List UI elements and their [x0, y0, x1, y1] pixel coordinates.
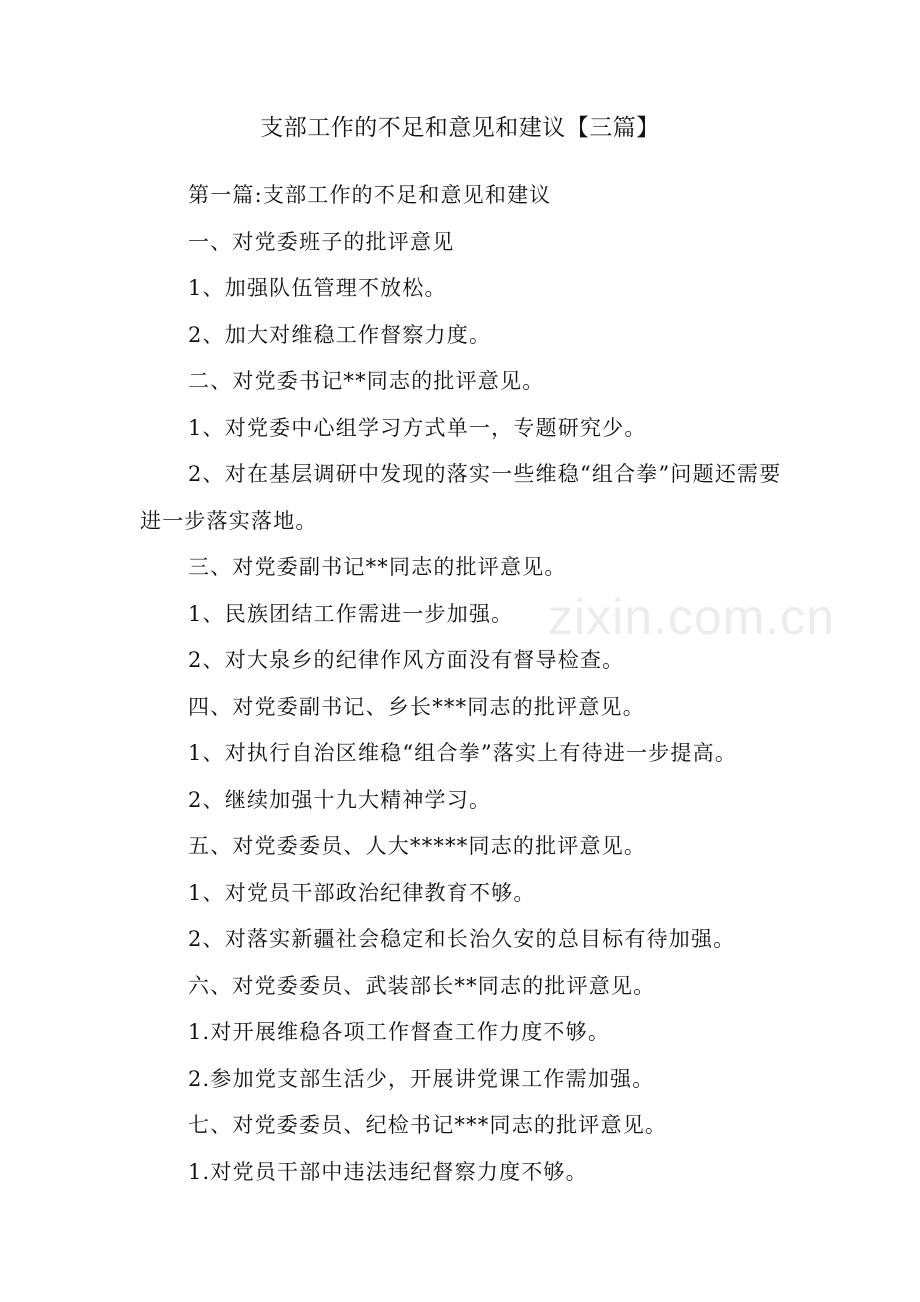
- document-title: 支部工作的不足和意见和建议【三篇】: [260, 115, 660, 141]
- watermark: zixin.com.cn: [548, 589, 836, 645]
- paragraph-item: 1.对党员干部中违法违纪督察力度不够。: [188, 1159, 588, 1184]
- paragraph-item: 1、对党委中心组学习方式单一，专题研究少。: [188, 415, 647, 440]
- paragraph-item: 2、对落实新疆社会稳定和长治久安的总目标有待加强。: [188, 927, 736, 951]
- paragraph-item: 2、加大对维稳工作督察力度。: [188, 322, 492, 347]
- paragraph-item: 2、对在基层调研中发现的落实一些维稳“组合拳”问题还需要进一步落实落地。: [140, 462, 782, 533]
- paragraph-item: 2、继续加强十九大精神学习。: [188, 787, 492, 812]
- paragraph-item: 2.参加党支部生活少，开展讲党课工作需加强。: [188, 1066, 655, 1091]
- paragraph-section-5-heading: 五、对党委委员、人大*****同志的批评意见。: [188, 834, 647, 858]
- paragraph-item: 1、对执行自治区维稳“组合拳”落实上有待进一步提高。: [188, 741, 738, 765]
- paragraph-part-heading: 第一篇:支部工作的不足和意见和建议: [188, 183, 552, 207]
- paragraph-section-3-heading: 三、对党委副书记**同志的批评意见。: [188, 555, 567, 579]
- paragraph-section-1-heading: 一、对党委班子的批评意见: [188, 229, 455, 254]
- paragraph-item: 1.对开展维稳各项工作督查工作力度不够。: [188, 1020, 611, 1044]
- paragraph-section-6-heading: 六、对党委委员、武装部长**同志的批评意见。: [188, 973, 656, 998]
- paragraph-item: 1、民族团结工作需进一步加强。: [188, 601, 514, 626]
- document-body: [140, 172, 790, 1195]
- paragraph-section-2-heading: 二、对党委书记**同志的批评意见。: [188, 369, 545, 393]
- paragraph-section-4-heading: 四、对党委副书记、乡长***同志的批评意见。: [188, 694, 645, 719]
- paragraph-item: 2、对大泉乡的纪律作风方面没有督导检查。: [188, 648, 625, 672]
- paragraph-item: 1、加强队伍管理不放松。: [188, 276, 447, 300]
- paragraph-item: 1、对党员干部政治纪律教育不够。: [188, 880, 536, 905]
- paragraph-section-7-heading: 七、对党委委员、纪检书记***同志的批评意见。: [188, 1113, 668, 1137]
